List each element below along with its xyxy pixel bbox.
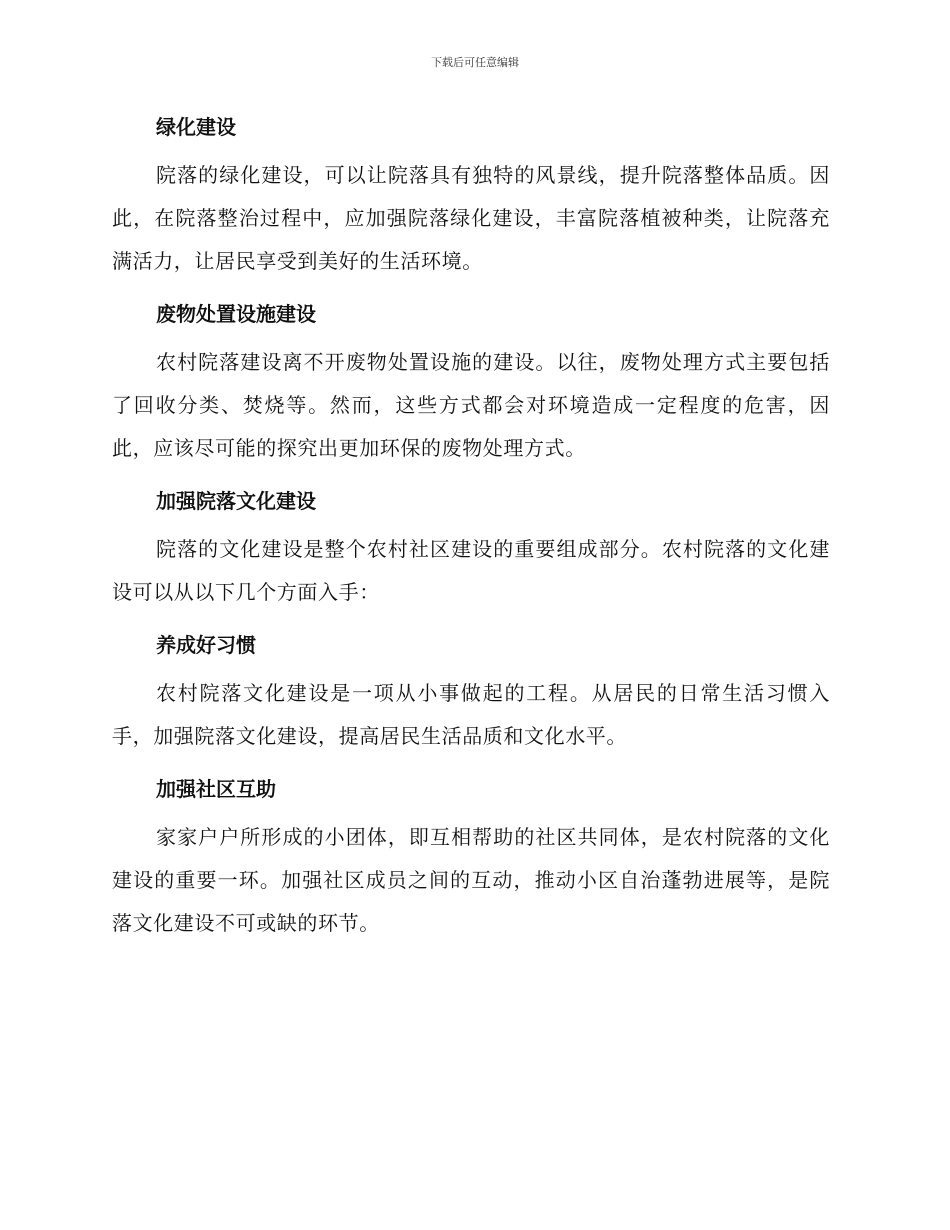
section-heading: 加强社区互助 (156, 777, 276, 801)
section-paragraph: 农村院落建设离不开废物处置设施的建设。以往，废物处理方式主要包括了回收分类、焚烧等。然而，这些方式都会对环境造成一定程度的危害，因此，应该尽可能的探究出更加环保的废物处理方式。 (112, 350, 830, 460)
section-heading: 养成好习惯 (156, 633, 256, 657)
section-greening (112, 108, 830, 283)
section-heading: 绿化建设 (156, 115, 236, 139)
document-body (112, 108, 830, 957)
section-paragraph: 院落的文化建设是整个农村社区建设的重要组成部分。农村院落的文化建设可以从以下几个方面入手： (112, 537, 830, 604)
section-good-habits (112, 626, 830, 758)
section-community-help (112, 770, 830, 945)
section-heading: 废物处置设施建设 (156, 302, 316, 326)
section-paragraph: 院落的绿化建设，可以让院落具有独特的风景线，提升院落整体品质。因此，在院落整治过程中，应加强院落绿化建设，丰富院落植被种类，让院落充满活力，让居民享受到美好的生活环境。 (112, 163, 830, 273)
section-culture (112, 482, 830, 614)
page-header: 下载后可任意编辑 (431, 56, 519, 69)
section-paragraph: 农村院落文化建设是一项从小事做起的工程。从居民的日常生活习惯入手，加强院落文化建设，提高居民生活品质和文化水平。 (112, 681, 830, 748)
section-paragraph: 家家户户所形成的小团体，即互相帮助的社区共同体，是农村院落的文化建设的重要一环。加强社区成员之间的互动，推动小区自治蓬勃进展等，是院落文化建设不可或缺的环节。 (112, 825, 830, 935)
section-heading: 加强院落文化建设 (156, 489, 316, 513)
section-waste-facilities (112, 295, 830, 470)
